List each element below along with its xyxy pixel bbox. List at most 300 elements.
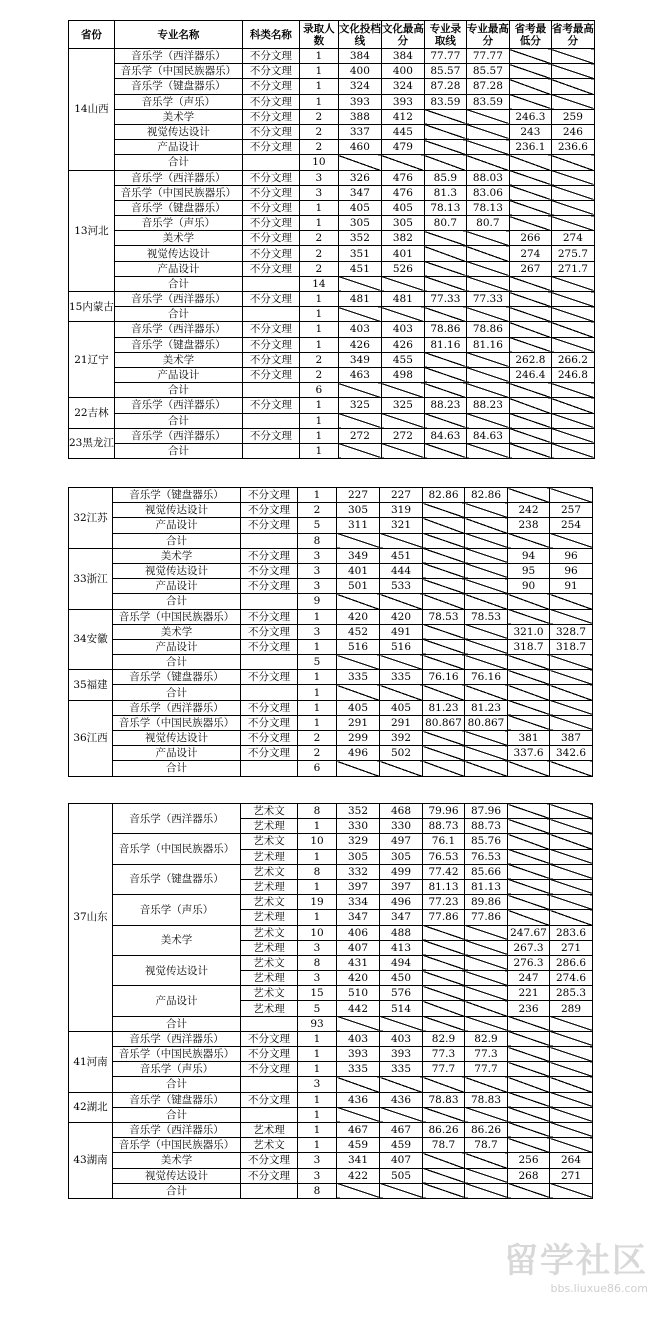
table-row: [69, 955, 593, 970]
value-cell: 505: [380, 1168, 423, 1183]
value-cell: [508, 910, 550, 925]
value-cell: 8: [298, 804, 337, 819]
value-cell: 431: [337, 955, 380, 970]
value-cell: 85.57: [466, 64, 509, 79]
value-cell: 221: [508, 986, 550, 1001]
total-empty-cell: [465, 761, 508, 776]
total-row: [69, 685, 593, 700]
table-row: [69, 200, 595, 215]
value-cell: 442: [337, 1001, 380, 1016]
value-cell: 403: [338, 322, 381, 337]
total-empty-cell: [550, 1183, 593, 1198]
total-count: 14: [299, 276, 338, 291]
kind-cell: 艺术文: [241, 955, 298, 970]
kind-cell: 不分文理: [242, 292, 299, 307]
value-cell: 1: [298, 1062, 337, 1077]
value-cell: 78.7: [423, 1138, 465, 1153]
major-cell: 音乐学（西洋器乐）: [113, 700, 241, 715]
value-cell: 459: [337, 1138, 380, 1153]
major-cell: 音乐学（声乐）: [113, 1062, 241, 1077]
province-cell: 35福建: [69, 670, 113, 700]
total-empty-cell: [380, 1016, 423, 1031]
value-cell: 78.86: [424, 322, 466, 337]
total-empty-cell: [338, 413, 381, 428]
value-cell: 264: [550, 1153, 593, 1168]
value-cell: 76.53: [423, 849, 465, 864]
value-cell: 406: [337, 925, 380, 940]
value-cell: 481: [338, 292, 381, 307]
total-row: [69, 533, 593, 548]
value-cell: 1: [298, 1047, 337, 1062]
total-empty-cell: [423, 1107, 465, 1122]
value-cell: [550, 1138, 593, 1153]
total-empty-cell: [380, 655, 423, 670]
value-cell: 405: [380, 700, 423, 715]
major-cell: 音乐学（西洋器乐）: [113, 804, 241, 834]
value-cell: 81.13: [465, 879, 508, 894]
value-cell: 91: [550, 579, 593, 594]
value-cell: 1: [299, 398, 338, 413]
province-cell: 43湖南: [69, 1122, 113, 1198]
value-cell: [550, 1122, 593, 1137]
total-empty-cell: [465, 655, 508, 670]
total-label: 合计: [113, 685, 241, 700]
value-cell: [423, 971, 465, 986]
value-cell: [551, 79, 594, 94]
value-cell: 352: [338, 231, 381, 246]
total-blank-kind: [242, 413, 299, 428]
table-row: [69, 216, 595, 231]
value-cell: [465, 940, 508, 955]
value-cell: [466, 231, 509, 246]
value-cell: [508, 895, 550, 910]
value-cell: 1: [298, 910, 337, 925]
value-cell: 321: [380, 518, 423, 533]
value-cell: 77.3: [465, 1047, 508, 1062]
total-blank-kind: [241, 655, 298, 670]
table-row: [69, 124, 595, 139]
value-cell: 436: [337, 1092, 380, 1107]
kind-cell: 不分文理: [242, 322, 299, 337]
major-cell: 音乐学（键盘器乐）: [114, 79, 242, 94]
value-cell: 413: [380, 940, 423, 955]
value-cell: 305: [381, 216, 424, 231]
value-cell: 77.7: [465, 1062, 508, 1077]
value-cell: 332: [337, 864, 380, 879]
table-row: [69, 700, 593, 715]
header-cell: 专业名称: [114, 21, 242, 49]
total-empty-cell: [337, 1183, 380, 1198]
kind-cell: 不分文理: [241, 609, 298, 624]
value-cell: 1: [299, 322, 338, 337]
header-cell: 科类名称: [242, 21, 299, 49]
total-row: [69, 594, 593, 609]
value-cell: [551, 200, 594, 215]
value-cell: 82.86: [423, 488, 465, 503]
value-cell: [423, 1001, 465, 1016]
value-cell: 80.7: [466, 216, 509, 231]
value-cell: 393: [338, 94, 381, 109]
major-cell: 音乐学（西洋器乐）: [114, 170, 242, 185]
value-cell: [509, 216, 551, 231]
table-row: [69, 715, 593, 730]
total-empty-cell: [465, 1016, 508, 1031]
value-cell: 387: [550, 731, 593, 746]
value-cell: 335: [337, 1062, 380, 1077]
value-cell: [551, 337, 594, 352]
table-row: [69, 398, 595, 413]
total-empty-cell: [509, 276, 551, 291]
value-cell: 318.7: [550, 639, 593, 654]
total-empty-cell: [508, 1077, 550, 1092]
value-cell: [550, 1092, 593, 1107]
total-label: 合计: [113, 761, 241, 776]
total-empty-cell: [466, 307, 509, 322]
kind-cell: 不分文理: [241, 1153, 298, 1168]
value-cell: 1: [299, 292, 338, 307]
major-cell: 视觉传达设计: [113, 563, 241, 578]
value-cell: 78.7: [465, 1138, 508, 1153]
value-cell: 3: [299, 185, 338, 200]
value-cell: 77.86: [423, 910, 465, 925]
value-cell: [466, 109, 509, 124]
total-empty-cell: [550, 1016, 593, 1031]
value-cell: 87.96: [465, 804, 508, 819]
major-cell: 音乐学（键盘器乐）: [113, 670, 241, 685]
major-cell: 美术学: [114, 352, 242, 367]
total-count: 1: [298, 685, 337, 700]
major-cell: 视觉传达设计: [113, 503, 241, 518]
value-cell: 305: [338, 216, 381, 231]
value-cell: 81.16: [466, 337, 509, 352]
value-cell: 3: [298, 1153, 337, 1168]
value-cell: 526: [381, 261, 424, 276]
value-cell: [465, 563, 508, 578]
value-cell: 238: [508, 518, 550, 533]
major-cell: 音乐学（西洋器乐）: [113, 1122, 241, 1137]
total-empty-cell: [466, 413, 509, 428]
total-row: [69, 155, 595, 170]
value-cell: [424, 246, 466, 261]
table-row: [69, 261, 595, 276]
value-cell: 351: [338, 246, 381, 261]
value-cell: 5: [298, 1001, 337, 1016]
value-cell: 85.9: [424, 170, 466, 185]
total-empty-cell: [380, 533, 423, 548]
value-cell: 78.53: [465, 609, 508, 624]
major-cell: 音乐学（西洋器乐）: [114, 398, 242, 413]
value-cell: 392: [380, 731, 423, 746]
total-empty-cell: [381, 155, 424, 170]
total-count: 1: [298, 1107, 337, 1122]
value-cell: [509, 170, 551, 185]
value-cell: 459: [380, 1138, 423, 1153]
total-empty-cell: [423, 1183, 465, 1198]
value-cell: 77.3: [423, 1047, 465, 1062]
kind-cell: 不分文理: [242, 170, 299, 185]
value-cell: 494: [380, 955, 423, 970]
value-cell: 85.76: [465, 834, 508, 849]
header-cell: 专业录取线: [424, 21, 466, 49]
value-cell: 272: [338, 428, 381, 443]
kind-cell: 不分文理: [241, 488, 298, 503]
major-cell: 美术学: [113, 1153, 241, 1168]
value-cell: [423, 940, 465, 955]
total-blank-kind: [241, 761, 298, 776]
value-cell: [466, 352, 509, 367]
value-cell: 236.6: [551, 140, 594, 155]
table-row: [69, 322, 595, 337]
value-cell: 77.23: [423, 895, 465, 910]
value-cell: 254: [550, 518, 593, 533]
value-cell: 236: [508, 1001, 550, 1016]
value-cell: [465, 639, 508, 654]
province-cell: 41河南: [69, 1031, 113, 1092]
total-empty-cell: [550, 1077, 593, 1092]
value-cell: 80.867: [423, 715, 465, 730]
value-cell: 87.28: [424, 79, 466, 94]
value-cell: 247.67: [508, 925, 550, 940]
total-empty-cell: [509, 307, 551, 322]
value-cell: [508, 1047, 550, 1062]
value-cell: [466, 367, 509, 382]
value-cell: 497: [380, 834, 423, 849]
value-cell: [550, 804, 593, 819]
value-cell: 405: [338, 200, 381, 215]
major-cell: 音乐学（中国民族器乐）: [113, 715, 241, 730]
value-cell: [550, 609, 593, 624]
value-cell: [465, 548, 508, 563]
value-cell: [424, 231, 466, 246]
kind-cell: 艺术文: [241, 925, 298, 940]
value-cell: [424, 261, 466, 276]
kind-cell: 不分文理: [242, 185, 299, 200]
major-cell: 音乐学（西洋器乐）: [114, 292, 242, 307]
table-row: [69, 639, 593, 654]
value-cell: 412: [381, 109, 424, 124]
value-cell: [465, 1001, 508, 1016]
value-cell: 274: [509, 246, 551, 261]
province-cell: 37山东: [69, 804, 113, 1032]
value-cell: 1: [298, 670, 337, 685]
total-label: 合计: [114, 443, 242, 458]
major-cell: 音乐学（中国民族器乐）: [114, 185, 242, 200]
value-cell: 401: [381, 246, 424, 261]
value-cell: [465, 1168, 508, 1183]
total-label: 合计: [114, 155, 242, 170]
total-empty-cell: [550, 655, 593, 670]
value-cell: 84.63: [424, 428, 466, 443]
total-empty-cell: [381, 413, 424, 428]
total-empty-cell: [337, 594, 380, 609]
total-label: 合计: [114, 413, 242, 428]
value-cell: [423, 563, 465, 578]
total-empty-cell: [551, 155, 594, 170]
table-row: [69, 1031, 593, 1046]
value-cell: [550, 1047, 593, 1062]
value-cell: 79.96: [423, 804, 465, 819]
value-cell: 85.57: [424, 64, 466, 79]
value-cell: 352: [337, 804, 380, 819]
table-row: [69, 895, 593, 910]
value-cell: 1: [298, 715, 337, 730]
kind-cell: 不分文理: [241, 670, 298, 685]
value-cell: 80.7: [424, 216, 466, 231]
major-cell: 美术学: [113, 548, 241, 563]
kind-cell: 艺术文: [241, 864, 298, 879]
value-cell: 407: [337, 940, 380, 955]
value-cell: [423, 579, 465, 594]
total-blank-kind: [242, 276, 299, 291]
value-cell: 1: [298, 819, 337, 834]
value-cell: 491: [380, 624, 423, 639]
value-cell: [423, 731, 465, 746]
total-empty-cell: [337, 533, 380, 548]
value-cell: 576: [380, 986, 423, 1001]
value-cell: 1: [299, 216, 338, 231]
major-cell: 音乐学（键盘器乐）: [113, 1092, 241, 1107]
table-row: [69, 140, 595, 155]
total-empty-cell: [337, 1016, 380, 1031]
value-cell: [466, 140, 509, 155]
kind-cell: 不分文理: [241, 731, 298, 746]
value-cell: 87.28: [466, 79, 509, 94]
value-cell: 78.83: [465, 1092, 508, 1107]
value-cell: 496: [380, 895, 423, 910]
total-empty-cell: [508, 1107, 550, 1122]
value-cell: [550, 879, 593, 894]
total-blank-kind: [241, 1077, 298, 1092]
value-cell: 246.3: [509, 109, 551, 124]
province-cell: 22吉林: [69, 398, 115, 428]
total-empty-cell: [338, 155, 381, 170]
table-row: [69, 986, 593, 1001]
kind-cell: 不分文理: [242, 231, 299, 246]
table-row: [69, 1062, 593, 1077]
province-cell: 32江苏: [69, 488, 113, 549]
kind-cell: 不分文理: [242, 428, 299, 443]
value-cell: 305: [337, 503, 380, 518]
major-cell: 产品设计: [114, 261, 242, 276]
value-cell: [550, 819, 593, 834]
total-row: [69, 1077, 593, 1092]
total-label: 合计: [113, 655, 241, 670]
total-empty-cell: [551, 307, 594, 322]
total-empty-cell: [380, 685, 423, 700]
value-cell: 407: [380, 1153, 423, 1168]
total-count: 8: [298, 1183, 337, 1198]
table-row: [69, 731, 593, 746]
value-cell: 463: [338, 367, 381, 382]
kind-cell: 艺术理: [241, 879, 298, 894]
total-empty-cell: [466, 276, 509, 291]
kind-cell: 不分文理: [242, 79, 299, 94]
total-label: 合计: [114, 307, 242, 322]
total-empty-cell: [509, 383, 551, 398]
total-empty-cell: [423, 761, 465, 776]
value-cell: 384: [381, 49, 424, 64]
value-cell: [423, 925, 465, 940]
kind-cell: 不分文理: [242, 337, 299, 352]
table-row: [69, 670, 593, 685]
major-cell: 音乐学（西洋器乐）: [114, 428, 242, 443]
value-cell: 393: [380, 1047, 423, 1062]
value-cell: 2: [298, 731, 337, 746]
value-cell: [465, 971, 508, 986]
total-blank-kind: [241, 1183, 298, 1198]
value-cell: 77.33: [424, 292, 466, 307]
watermark: [504, 1233, 648, 1295]
value-cell: 78.86: [466, 322, 509, 337]
value-cell: [509, 64, 551, 79]
value-cell: 335: [380, 670, 423, 685]
value-cell: 78.13: [424, 200, 466, 215]
value-cell: 8: [298, 955, 337, 970]
value-cell: 467: [337, 1122, 380, 1137]
value-cell: 83.59: [424, 94, 466, 109]
value-cell: 283.6: [550, 925, 593, 940]
total-label: 合计: [113, 533, 241, 548]
value-cell: 468: [380, 804, 423, 819]
total-empty-cell: [337, 1077, 380, 1092]
province-cell: 23黑龙江: [69, 428, 115, 458]
value-cell: 397: [337, 879, 380, 894]
kind-cell: 不分文理: [241, 563, 298, 578]
total-count: 1: [299, 413, 338, 428]
total-row: [69, 307, 595, 322]
value-cell: [508, 1062, 550, 1077]
value-cell: 467: [380, 1122, 423, 1137]
value-cell: [508, 488, 550, 503]
value-cell: 2: [299, 124, 338, 139]
total-empty-cell: [508, 1016, 550, 1031]
table-row: [69, 746, 593, 761]
major-cell: 音乐学（键盘器乐）: [113, 488, 241, 503]
table-row: [69, 834, 593, 849]
major-cell: 视觉传达设计: [113, 1168, 241, 1183]
value-cell: [551, 322, 594, 337]
value-cell: 83.59: [466, 94, 509, 109]
total-empty-cell: [338, 443, 381, 458]
province-cell: 36江西: [69, 700, 113, 776]
value-cell: 445: [381, 124, 424, 139]
value-cell: [508, 804, 550, 819]
major-cell: 产品设计: [113, 986, 241, 1016]
major-cell: 美术学: [113, 925, 241, 955]
table-row: [69, 1092, 593, 1107]
value-cell: 227: [337, 488, 380, 503]
kind-cell: 不分文理: [241, 1047, 298, 1062]
total-empty-cell: [380, 761, 423, 776]
province-cell: 34安徽: [69, 609, 113, 670]
total-row: [69, 1183, 593, 1198]
total-label: 合计: [113, 1183, 241, 1198]
value-cell: 246.4: [509, 367, 551, 382]
value-cell: [465, 503, 508, 518]
value-cell: [465, 731, 508, 746]
total-empty-cell: [380, 594, 423, 609]
value-cell: 82.9: [465, 1031, 508, 1046]
total-empty-cell: [338, 307, 381, 322]
value-cell: 272: [381, 428, 424, 443]
table-row: [69, 109, 595, 124]
value-cell: 86.26: [423, 1122, 465, 1137]
total-count: 3: [298, 1077, 337, 1092]
total-label: 合计: [114, 383, 242, 398]
value-cell: 334: [337, 895, 380, 910]
value-cell: [466, 124, 509, 139]
value-cell: 335: [337, 670, 380, 685]
